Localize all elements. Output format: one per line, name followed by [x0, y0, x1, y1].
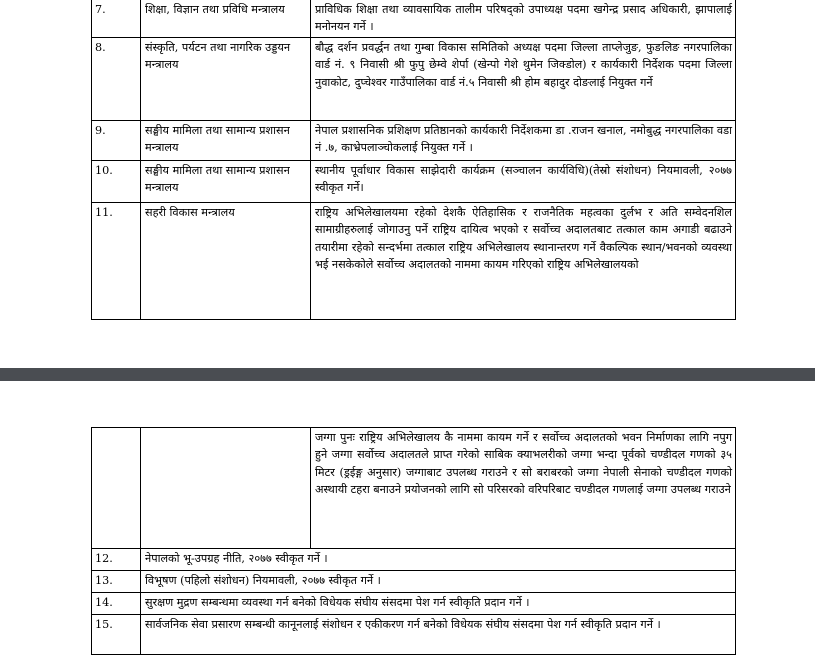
decisions-table-page-1: [91, 0, 736, 320]
row-number: 8.: [92, 38, 141, 121]
ministry-cell: [141, 428, 311, 549]
ministry-cell: संस्कृति, पर्यटन तथा नागरिक उड्डयन मन्त्रालय: [141, 38, 311, 121]
row-number: 7.: [92, 0, 141, 38]
table-row: [92, 0, 736, 38]
ministry-cell: सङ्घीय मामिला तथा सामान्य प्रशासन मन्त्रालय: [141, 161, 311, 203]
table-row: [92, 571, 736, 593]
decision-cell: प्राविधिक शिक्षा तथा व्यावसायिक तालीम परिषद्को उपाध्यक्ष पदमा खगेन्द्र प्रसाद अधिकारी, झापालाई मनोनयन गर्ने ।: [311, 0, 736, 38]
row-number: 12.: [92, 549, 141, 571]
page-separator: [0, 368, 815, 381]
ministry-cell: सङ्घीय मामिला तथा सामान्य प्रशासन मन्त्रालय: [141, 121, 311, 161]
table-row: [92, 38, 736, 121]
row-number: 13.: [92, 571, 141, 593]
ministry-cell: सहरी विकास मन्त्रालय: [141, 203, 311, 320]
table-row: [92, 161, 736, 203]
ministry-cell: शिक्षा, विज्ञान तथा प्रविधि मन्त्रालय: [141, 0, 311, 38]
decision-cell: नेपालको भू-उपग्रह नीति, २०७७ स्वीकृत गर्ने ।: [141, 549, 736, 571]
document-page-2: [0, 381, 815, 656]
row-number: [92, 428, 141, 549]
decision-cell: जग्गा पुनः राष्ट्रिय अभिलेखालय कै नाममा कायम गर्ने र सर्वोच्च अदालतको भवन निर्माणका लागि नपुग हुने जग्गा सर्वोच्च अदालतले प्राप्त गरेको साबिक क्याभलरीको जग्गा भन्दा पूर्वको चण्डीदल गणको ३५ मिटर (ड्रईङ्ग अनुसार) जग्गाबाट उपलब्ध गराउने र सो बराबरको जग्गा नेपाली सेनाको चण्डीदल गणको अस्थायी टहरा बनाउने प्रयोजनको लागि सो परिसरको वरिपरिबाट चण्डीदल गणलाई जग्गा उपलब्ध गराउने: [311, 428, 736, 549]
table-row: [92, 549, 736, 571]
table-row: [92, 121, 736, 161]
decision-cell: नेपाल प्रशासनिक प्रशिक्षण प्रतिष्ठानको कार्यकारी निर्देशकमा डा .राजन खनाल, नमोबुद्ध नगरपालिका वडा नं .७, काभ्रेपलाञ्चोकलाई नियुक्त गर्ने ।: [311, 121, 736, 161]
row-number: 11.: [92, 203, 141, 320]
row-number: 10.: [92, 161, 141, 203]
table-row: [92, 428, 736, 549]
decision-cell: स्थानीय पूर्वाधार विकास साझेदारी कार्यक्रम (सञ्चालन कार्यविधि)(तेस्रो संशोधन) नियमावली, २०७७ स्वीकृत गर्ने।: [311, 161, 736, 203]
row-number: 14.: [92, 593, 141, 615]
decision-cell: राष्ट्रिय अभिलेखालयमा रहेको देशकै ऐतिहासिक र राजनैतिक महत्वका दुर्लभ र अति सम्वेदनशिल सामाग्रीहरुलाई जोगाउनु पर्ने राष्ट्रिय दायित्व भएको र सर्वोच्च अदालतबाट तत्काल काम अगाडी बढाउने तयारीमा रहेको सन्दर्भमा तत्काल राष्ट्रिय अभिलेखालय स्थानान्तरण गर्ने वैकल्पिक स्थान/भवनको व्यवस्था भई नसकेकोले सर्वोच्च अदालतको नाममा कायम गरिएको राष्ट्रिय अभिलेखालयको: [311, 203, 736, 320]
decision-cell: विभूषण (पहिलो संशोधन) नियमावली, २०७७ स्वीकृत गर्ने ।: [141, 571, 736, 593]
decisions-table-page-2: [91, 427, 736, 655]
table-row: [92, 203, 736, 320]
decision-cell: सुरक्षण मुद्रण सम्बन्धमा व्यवस्था गर्न बनेको विधेयक संघीय संसदमा पेश गर्न स्वीकृति प्रदान गर्ने ।: [141, 593, 736, 615]
decision-cell: बौद्ध दर्शन प्रवर्द्धन तथा गुम्बा विकास समितिको अध्यक्ष पदमा जिल्ला ताप्लेजुङ, फुङलिङ नगरपालिका वार्ड नं. ९ निवासी श्री फुपु छेम्वे शेर्पा (खेन्पो गेशे थुमेन जिक्डोल) र कार्यकारी निर्देशक पदमा जिल्ला नुवाकोट, दुप्चेश्वर गाउँपालिका वार्ड नं.५ निवासी श्री होम बहादुर दोङलाई नियुक्त गर्ने: [311, 38, 736, 121]
decision-cell: सार्वजनिक सेवा प्रसारण सम्बन्धी कानूनलाई संशोधन र एकीकरण गर्न बनेको विधेयक संघीय संसदमा पेश गर्न स्वीकृति प्रदान गर्ने ।: [141, 615, 736, 655]
row-number: 15.: [92, 615, 141, 655]
table-row: [92, 615, 736, 655]
table-row: [92, 593, 736, 615]
row-number: 9.: [92, 121, 141, 161]
